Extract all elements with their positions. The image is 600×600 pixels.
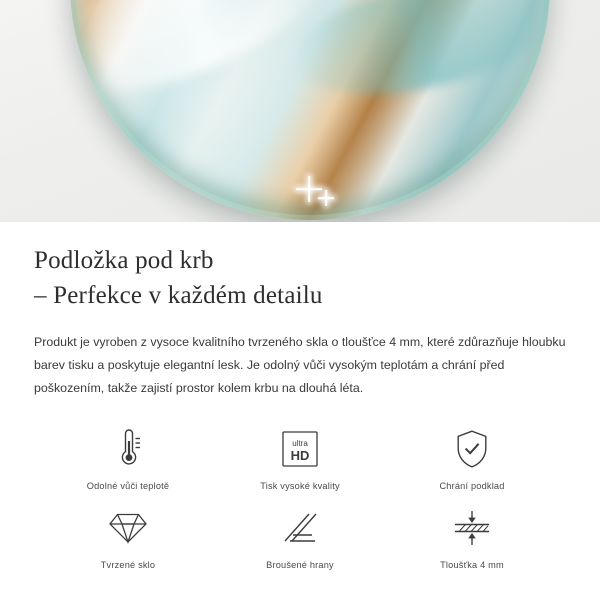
feature-label: Chrání podklad — [439, 480, 505, 491]
polished-edges-icon — [281, 505, 319, 551]
page-title — [34, 222, 566, 313]
hero-image — [0, 0, 600, 222]
feature-label: Broušené hrany — [266, 559, 334, 570]
diamond-icon — [108, 505, 148, 551]
feature-item — [42, 426, 214, 491]
description-paragraph: Produkt je vyroben z vysoce kvalitního tvrzeného skla o tloušťce 4 mm, které zdůrazňuje hloubku barev tisku a poskytuje elegantní lesk. Je odolný vůči vysokým teplotám a chrání před poškozením, takže zajistí prostor kolem krbu na dlouhá léta. — [34, 335, 566, 395]
feature-item — [214, 426, 386, 491]
page-title-line-2: – Perfekce v každém detailu — [34, 281, 323, 309]
ultra-hd-icon — [282, 426, 318, 472]
thickness-arrows-icon — [451, 505, 493, 551]
feature-label: Tisk vysoké kvality — [260, 480, 340, 491]
feature-item — [386, 505, 558, 570]
content-area — [0, 222, 600, 570]
feature-item — [214, 505, 386, 570]
feature-grid — [34, 426, 566, 570]
feature-label: Tloušťka 4 mm — [440, 559, 504, 570]
svg-text:HD: HD — [290, 447, 310, 463]
thermometer-icon — [113, 426, 143, 472]
feature-item — [42, 505, 214, 570]
feature-label: Tvrzené sklo — [100, 559, 156, 570]
shield-check-icon — [455, 426, 489, 472]
svg-text:ultra: ultra — [292, 438, 308, 448]
feature-label: Odolné vůči teplotě — [86, 480, 170, 491]
feature-item — [386, 426, 558, 491]
page-title-line-1: Podložka pod krb — [34, 247, 214, 274]
